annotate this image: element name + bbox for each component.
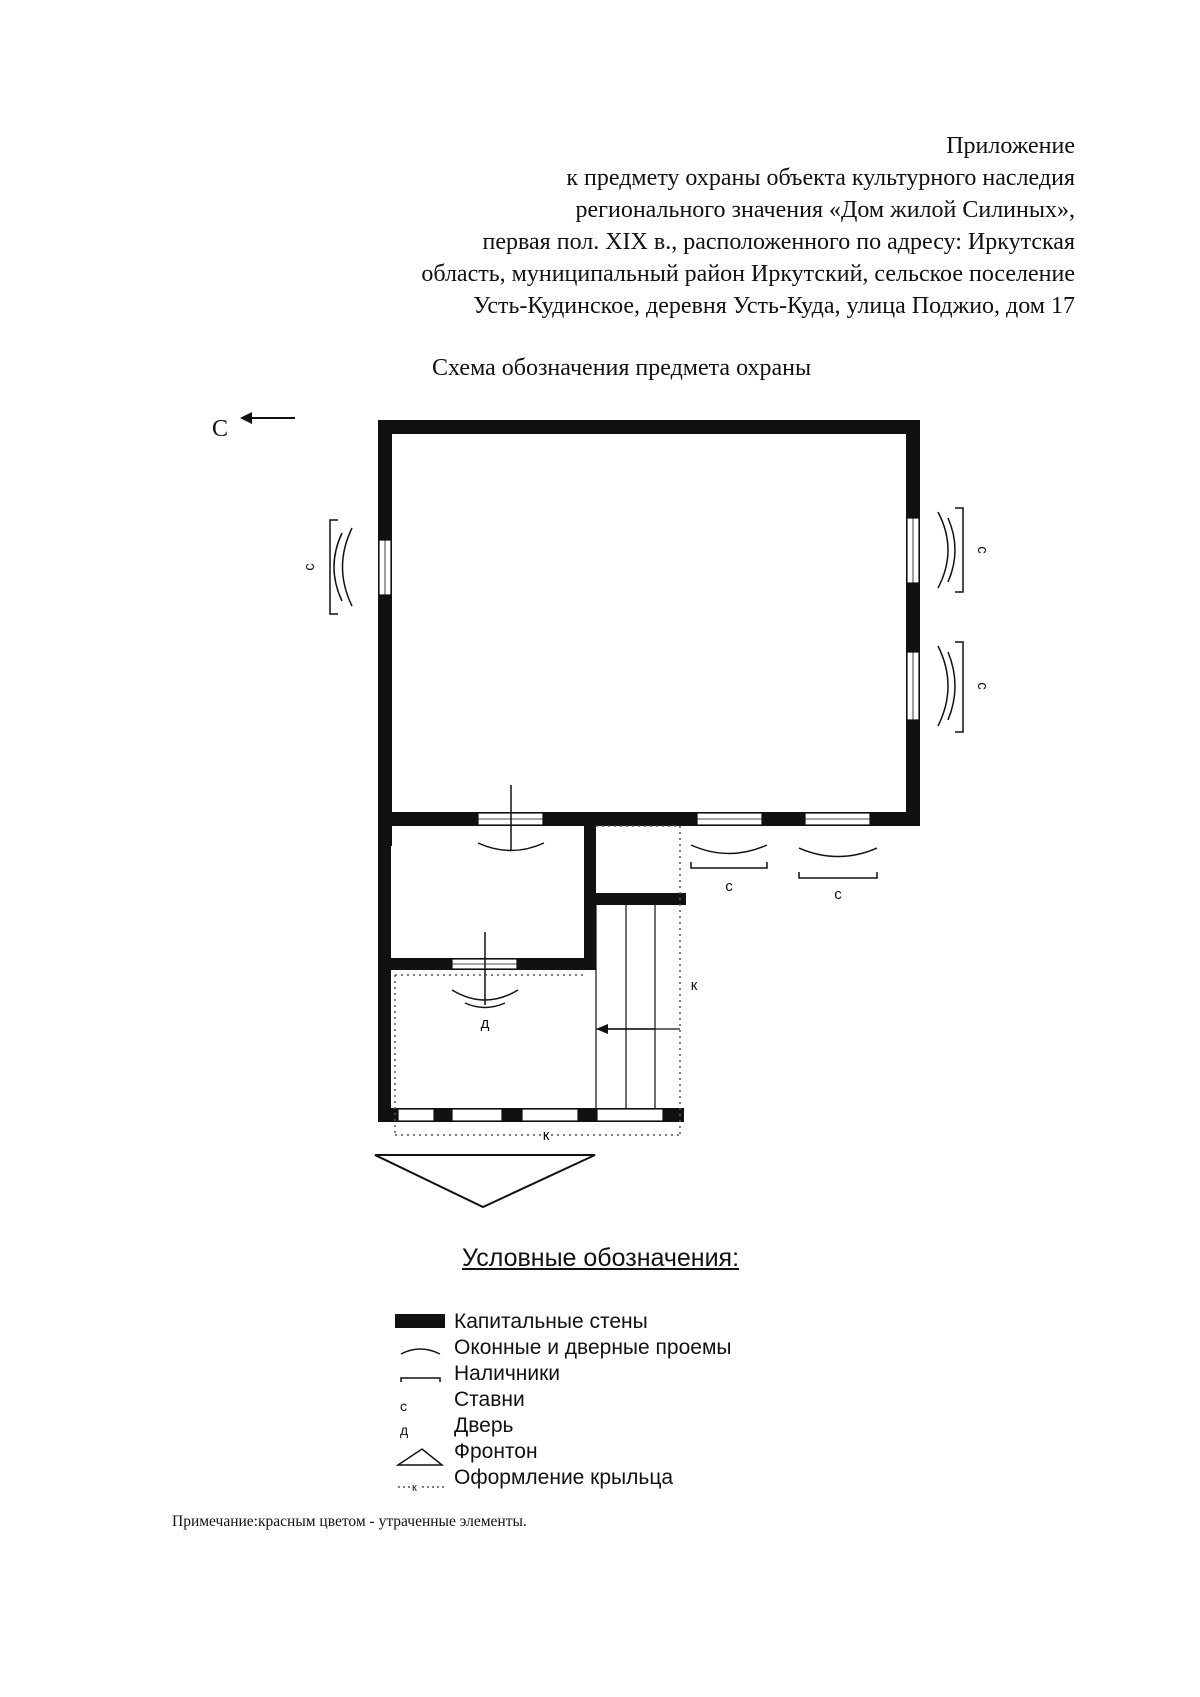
window-bottom-3: [522, 1109, 578, 1121]
porch-outline: [395, 826, 680, 1135]
wall-north: [378, 420, 920, 434]
legend-porch-symbol: к: [412, 1482, 417, 1494]
legend-wall-symbol: [395, 1314, 445, 1328]
header-line-6: Усть-Кудинское, деревня Усть-Куда, улица Поджио, дом 17: [473, 293, 1075, 319]
shutter-mark-south-1: с: [725, 878, 733, 895]
door-mark: д: [480, 1015, 490, 1032]
window-bottom-1: [398, 1109, 434, 1121]
header-line-2: к предмету охраны объекта культурного наследия: [566, 165, 1075, 191]
legend-casing-symbol: [401, 1378, 440, 1382]
legend-symbols: [395, 1314, 445, 1494]
capital-walls: [378, 420, 920, 1122]
window-bottom-2: [452, 1109, 502, 1121]
shutter-mark-east-1: с: [974, 546, 991, 554]
legend-shutter-symbol: с: [400, 1398, 407, 1414]
staircase: [596, 905, 680, 1108]
wall-stair-top: [596, 893, 686, 905]
wall-inner-vertical: [584, 826, 596, 970]
shutter-mark-south-2: с: [834, 886, 842, 903]
north-arrow-icon: [240, 412, 295, 424]
north-label: С: [212, 416, 229, 442]
legend-gable-symbol: [398, 1449, 442, 1465]
legend-title: Условные обозначения:: [462, 1244, 740, 1272]
window-bottom-4: [597, 1109, 663, 1121]
wall-west-main: [378, 420, 392, 846]
shutter-mark-east-2: с: [974, 682, 991, 690]
shutter-mark-west: с: [301, 563, 318, 571]
legend-item-gable: Фронтон: [454, 1440, 538, 1463]
legend-item-porch: Оформление крыльца: [454, 1466, 674, 1489]
note: Примечание:красным цветом - утраченные элементы.: [172, 1513, 527, 1530]
legend-item-casings: Наличники: [454, 1362, 561, 1385]
legend-opening-symbol: [401, 1349, 440, 1354]
header-line-4: первая пол. XIX в., расположенного по адресу: Иркутская: [482, 229, 1075, 255]
gable-pediment: [375, 1155, 595, 1207]
legend-item-door: Дверь: [454, 1414, 514, 1437]
porch-mark-east: к: [690, 977, 698, 994]
legend-door-symbol: д: [400, 1422, 409, 1438]
opening-arcs: [330, 508, 963, 1008]
header-line-1: Приложение: [946, 133, 1075, 159]
legend-item-shutters: Ставни: [454, 1388, 525, 1411]
legend-item-openings: Оконные и дверные проемы: [454, 1336, 732, 1359]
legend-item-walls: Капитальные стены: [454, 1310, 648, 1333]
header-line-5: область, муниципальный район Иркутский, сельское поселение: [421, 261, 1075, 287]
wall-east-main: [906, 420, 920, 826]
header-line-3: регионального значения «Дом жилой Силиных»,: [575, 197, 1075, 223]
porch-mark-south: к: [542, 1127, 550, 1144]
scheme-title: Схема обозначения предмета охраны: [432, 355, 812, 381]
